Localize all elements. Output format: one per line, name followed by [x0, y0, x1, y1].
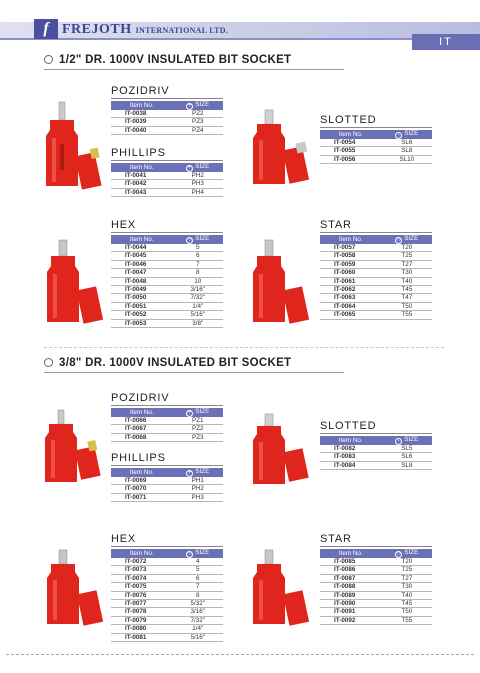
item-size: PH2 — [173, 172, 223, 180]
table-row — [111, 180, 223, 188]
brand-logo-icon: f — [34, 19, 58, 39]
slot-icon: - — [395, 132, 402, 139]
col-size: + SIZE — [173, 408, 223, 417]
item-number: IT-0090 — [320, 600, 382, 608]
footer-rule — [6, 654, 474, 655]
table-row — [111, 319, 223, 327]
section-title-half-inch: 1/2" DR. 1000V INSULATED BIT SOCKET — [44, 54, 291, 66]
item-number: IT-0069 — [111, 477, 173, 485]
item-number: IT-0057 — [320, 244, 382, 252]
item-number: IT-0043 — [111, 188, 173, 196]
item-size: 5/32" — [173, 600, 223, 608]
item-number: IT-0086 — [320, 566, 382, 574]
item-size: SL8 — [382, 147, 432, 155]
spec-table — [320, 235, 432, 320]
item-number: IT-0038 — [111, 110, 173, 118]
category-tab: IT — [412, 34, 480, 50]
item-number: IT-0039 — [111, 118, 173, 126]
spec-table — [320, 436, 432, 470]
table-row — [320, 294, 432, 302]
table-row — [320, 147, 432, 155]
group-title: SLOTTED — [320, 114, 432, 128]
item-size: 7/32" — [173, 294, 223, 302]
col-size: ○ SIZE — [382, 235, 432, 244]
col-size: + SIZE — [173, 163, 223, 172]
item-size: T30 — [382, 583, 432, 591]
slot-icon: - — [395, 438, 402, 445]
col-item-no: Item No. — [111, 163, 173, 172]
table-phillips-half — [111, 147, 223, 197]
item-size: SL8 — [382, 461, 432, 469]
table-slotted-38 — [320, 420, 432, 470]
header-divider — [0, 38, 480, 40]
item-number: IT-0050 — [111, 294, 173, 302]
item-number: IT-0053 — [111, 319, 173, 327]
item-size: 5/16" — [173, 633, 223, 641]
table-row — [320, 574, 432, 582]
item-number: IT-0045 — [111, 252, 173, 260]
group-title: STAR — [320, 533, 432, 547]
item-number: IT-0042 — [111, 180, 173, 188]
table-row — [320, 155, 432, 163]
item-size: PH1 — [173, 477, 223, 485]
table-pozidriv-38 — [111, 392, 223, 442]
item-number: IT-0048 — [111, 277, 173, 285]
item-number: IT-0070 — [111, 485, 173, 493]
section-bullet-icon — [44, 358, 53, 367]
hex-icon: ○ — [187, 551, 192, 557]
item-size: T50 — [382, 302, 432, 310]
spec-table — [111, 408, 223, 442]
table-row — [111, 493, 223, 501]
col-size: + SIZE — [173, 101, 223, 110]
item-number: IT-0074 — [111, 574, 173, 582]
item-number: IT-0075 — [111, 583, 173, 591]
col-item-no: Item No. — [320, 436, 382, 445]
table-row — [320, 445, 432, 453]
item-number: IT-0091 — [320, 608, 382, 616]
item-size: 8 — [173, 591, 223, 599]
item-size: T25 — [382, 566, 432, 574]
col-item-no: Item No. — [111, 549, 173, 558]
col-size: + SIZE — [173, 468, 223, 477]
brand-name — [62, 22, 228, 38]
item-number: IT-0054 — [320, 139, 382, 147]
hex-socket-photo — [46, 238, 106, 328]
table-row — [111, 425, 223, 433]
item-number: IT-0076 — [111, 591, 173, 599]
hex-icon: ○ — [187, 237, 192, 243]
item-number: IT-0089 — [320, 591, 382, 599]
item-size: T45 — [382, 286, 432, 294]
table-row — [320, 277, 432, 285]
item-size: PH2 — [173, 485, 223, 493]
section-rule — [44, 69, 344, 70]
table-row — [320, 583, 432, 591]
table-row — [111, 188, 223, 196]
table-row — [111, 558, 223, 566]
item-size: SL5 — [382, 445, 432, 453]
section-separator — [44, 347, 444, 348]
item-number: IT-0063 — [320, 294, 382, 302]
item-size: T40 — [382, 277, 432, 285]
table-row — [111, 260, 223, 268]
table-row — [320, 139, 432, 147]
pozidriv-socket-photo-38 — [44, 408, 104, 488]
spec-table — [320, 549, 432, 625]
item-size: SL10 — [382, 155, 432, 163]
item-size: T40 — [382, 591, 432, 599]
pozidriv-cross-icon: + — [188, 410, 192, 416]
group-title: HEX — [111, 219, 223, 233]
item-size: T30 — [382, 269, 432, 277]
item-size: T47 — [382, 294, 432, 302]
col-size: ○ SIZE — [173, 549, 223, 558]
item-number: IT-0083 — [320, 453, 382, 461]
item-number: IT-0087 — [320, 574, 382, 582]
col-item-no: Item No. — [111, 468, 173, 477]
item-number: IT-0066 — [111, 417, 173, 425]
table-row — [111, 277, 223, 285]
table-star-half — [320, 219, 432, 320]
item-number: IT-0077 — [111, 600, 173, 608]
item-size: 5 — [173, 566, 223, 574]
table-row — [320, 244, 432, 252]
item-size: T50 — [382, 608, 432, 616]
table-row — [111, 294, 223, 302]
slotted-socket-photo-38 — [252, 412, 312, 490]
section-rule — [44, 372, 344, 373]
item-number: IT-0058 — [320, 252, 382, 260]
item-number: IT-0065 — [320, 311, 382, 319]
col-size: ○ SIZE — [382, 549, 432, 558]
col-item-no: Item No. — [111, 408, 173, 417]
item-number: IT-0084 — [320, 461, 382, 469]
item-number: IT-0052 — [111, 311, 173, 319]
item-size: 3/8" — [173, 319, 223, 327]
item-size: T20 — [382, 558, 432, 566]
slotted-socket-photo — [252, 108, 312, 188]
star-icon: ○ — [396, 551, 401, 557]
table-row — [320, 269, 432, 277]
item-number: IT-0061 — [320, 277, 382, 285]
col-size: ○ SIZE — [173, 235, 223, 244]
table-hex-38 — [111, 533, 223, 642]
item-size: 5 — [173, 244, 223, 252]
item-number: IT-0056 — [320, 155, 382, 163]
table-row — [320, 302, 432, 310]
item-size: 3/16" — [173, 608, 223, 616]
pozidriv-socket-photo — [44, 100, 104, 192]
item-number: IT-0068 — [111, 433, 173, 441]
brand-main: FREJOTH — [62, 22, 132, 37]
table-row — [320, 591, 432, 599]
star-socket-photo-38 — [252, 548, 312, 630]
spec-table — [111, 101, 223, 135]
item-number: IT-0080 — [111, 625, 173, 633]
item-size: T27 — [382, 574, 432, 582]
table-row — [111, 566, 223, 574]
col-item-no: Item No. — [111, 235, 173, 244]
item-number: IT-0071 — [111, 493, 173, 501]
table-row — [111, 286, 223, 294]
table-row — [320, 252, 432, 260]
item-size: 1/4" — [173, 302, 223, 310]
item-size: T55 — [382, 311, 432, 319]
item-size: PZ4 — [173, 126, 223, 134]
table-row — [111, 126, 223, 134]
col-size: - SIZE — [382, 130, 432, 139]
item-number: IT-0046 — [111, 260, 173, 268]
item-size: 1/4" — [173, 625, 223, 633]
item-number: IT-0064 — [320, 302, 382, 310]
item-number: IT-0059 — [320, 260, 382, 268]
table-row — [111, 252, 223, 260]
table-row — [320, 260, 432, 268]
item-size: 7/32" — [173, 616, 223, 624]
table-row — [320, 608, 432, 616]
spec-table — [111, 163, 223, 197]
table-row — [111, 477, 223, 485]
table-row — [111, 600, 223, 608]
item-size: 6 — [173, 574, 223, 582]
phillips-cross-icon: + — [188, 470, 192, 476]
item-size: T20 — [382, 244, 432, 252]
table-row — [320, 453, 432, 461]
item-number: IT-0085 — [320, 558, 382, 566]
item-size: PZ2 — [173, 425, 223, 433]
brand-sub: INTERNATIONAL LTD. — [135, 26, 229, 35]
item-size: PH4 — [173, 188, 223, 196]
table-phillips-38 — [111, 452, 223, 502]
item-number: IT-0051 — [111, 302, 173, 310]
table-hex-half — [111, 219, 223, 328]
item-size: 6 — [173, 252, 223, 260]
section-bullet-icon — [44, 55, 53, 64]
group-title: SLOTTED — [320, 420, 432, 434]
section-title-three-eighth: 3/8" DR. 1000V INSULATED BIT SOCKET — [44, 357, 291, 369]
table-row — [111, 485, 223, 493]
item-number: IT-0047 — [111, 269, 173, 277]
table-row — [111, 633, 223, 641]
spec-table — [320, 130, 432, 164]
item-size: 7 — [173, 260, 223, 268]
table-pozidriv-half — [111, 85, 223, 135]
item-number: IT-0088 — [320, 583, 382, 591]
col-item-no: Item No. — [111, 101, 173, 110]
item-size: T27 — [382, 260, 432, 268]
table-row — [320, 616, 432, 624]
item-size: T55 — [382, 616, 432, 624]
item-number: IT-0049 — [111, 286, 173, 294]
group-title: POZIDRIV — [111, 85, 223, 99]
item-number: IT-0044 — [111, 244, 173, 252]
col-size: - SIZE — [382, 436, 432, 445]
item-number: IT-0072 — [111, 558, 173, 566]
table-star-38 — [320, 533, 432, 625]
group-title: HEX — [111, 533, 223, 547]
table-row — [111, 172, 223, 180]
item-size: PZ3 — [173, 433, 223, 441]
item-size: PZ1 — [173, 417, 223, 425]
col-item-no: Item No. — [320, 130, 382, 139]
table-row — [111, 244, 223, 252]
table-slotted-half — [320, 114, 432, 164]
table-row — [111, 608, 223, 616]
table-row — [111, 302, 223, 310]
hex-socket-photo-38 — [46, 548, 106, 630]
phillips-cross-icon: + — [188, 165, 192, 171]
item-size: 5/16" — [173, 311, 223, 319]
item-size: 7 — [173, 583, 223, 591]
item-number: IT-0055 — [320, 147, 382, 155]
col-item-no: Item No. — [320, 235, 382, 244]
spec-table — [111, 235, 223, 328]
table-row — [111, 574, 223, 582]
item-number: IT-0060 — [320, 269, 382, 277]
item-number: IT-0092 — [320, 616, 382, 624]
item-number: IT-0081 — [111, 633, 173, 641]
table-row — [320, 600, 432, 608]
table-row — [111, 583, 223, 591]
table-row — [320, 566, 432, 574]
item-number: IT-0073 — [111, 566, 173, 574]
item-number: IT-0079 — [111, 616, 173, 624]
spec-table — [111, 468, 223, 502]
table-row — [111, 417, 223, 425]
group-title: PHILLIPS — [111, 452, 223, 466]
table-row — [111, 433, 223, 441]
item-number: IT-0062 — [320, 286, 382, 294]
group-title: PHILLIPS — [111, 147, 223, 161]
spec-table — [111, 549, 223, 642]
item-size: 3/16" — [173, 286, 223, 294]
table-row — [320, 311, 432, 319]
pozidriv-cross-icon: + — [188, 103, 192, 109]
table-row — [320, 461, 432, 469]
item-number: IT-0082 — [320, 445, 382, 453]
star-socket-photo — [252, 238, 312, 328]
table-row — [111, 118, 223, 126]
item-size: SL6 — [382, 139, 432, 147]
item-number: IT-0041 — [111, 172, 173, 180]
item-size: PZ3 — [173, 118, 223, 126]
table-row — [111, 110, 223, 118]
item-size: PH3 — [173, 493, 223, 501]
item-size: PZ2 — [173, 110, 223, 118]
item-number: IT-0040 — [111, 126, 173, 134]
group-title: STAR — [320, 219, 432, 233]
item-number: IT-0078 — [111, 608, 173, 616]
item-size: SL6 — [382, 453, 432, 461]
table-row — [111, 625, 223, 633]
item-size: T45 — [382, 600, 432, 608]
group-title: POZIDRIV — [111, 392, 223, 406]
item-size: 10 — [173, 277, 223, 285]
item-size: T25 — [382, 252, 432, 260]
table-row — [111, 616, 223, 624]
item-size: PH3 — [173, 180, 223, 188]
table-row — [111, 591, 223, 599]
table-row — [111, 311, 223, 319]
item-size: 8 — [173, 269, 223, 277]
table-row — [111, 269, 223, 277]
col-item-no: Item No. — [320, 549, 382, 558]
item-number: IT-0067 — [111, 425, 173, 433]
item-size: 4 — [173, 558, 223, 566]
star-icon: ○ — [396, 237, 401, 243]
table-row — [320, 286, 432, 294]
table-row — [320, 558, 432, 566]
